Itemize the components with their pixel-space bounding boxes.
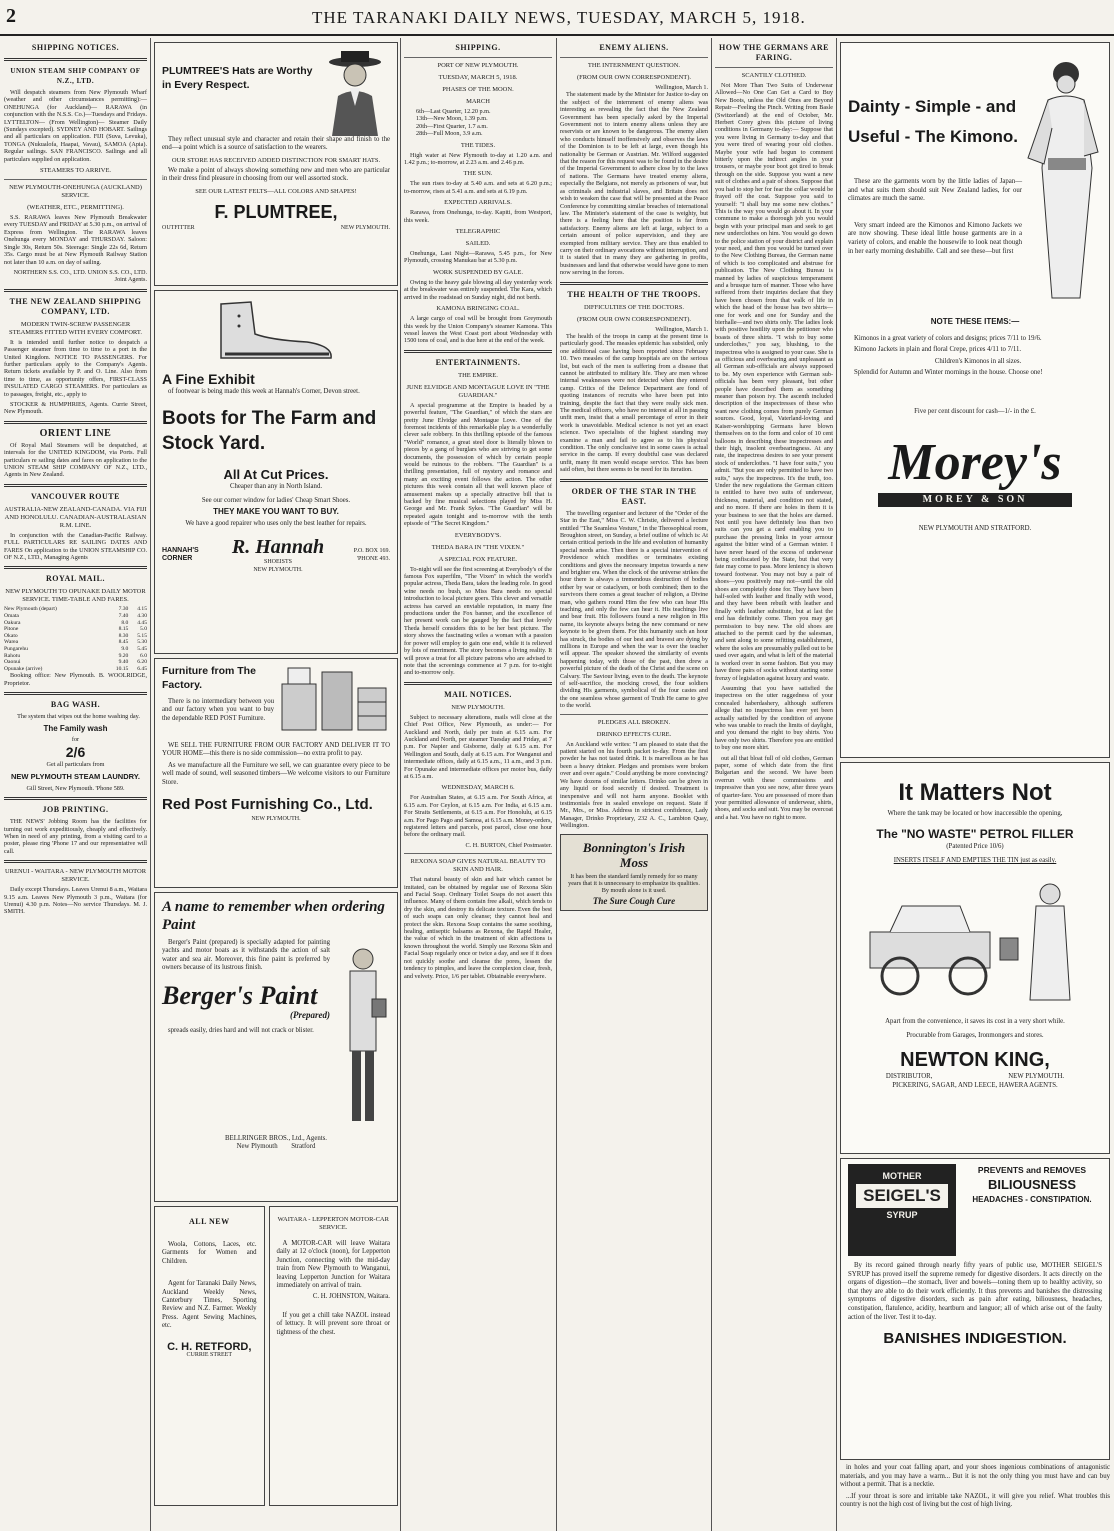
plumtree-note: OUR STORE HAS RECEIVED ADDED DISTINCTION FOR SMART HATS. [171, 156, 381, 164]
newton-apart: Apart from the convenience, it saves its cost in a very short while. [885, 1017, 1065, 1025]
timetable-time: 10.15 [115, 665, 129, 672]
plumtree-invite: We make a point of always showing something new and men who are particular in their dress find pleasure in choosing from our well assorted stock. [162, 166, 390, 183]
plumtree-styles: SEE OUR LATEST FELTS—ALL COLORS AND SHAPES! [195, 187, 357, 195]
shipping-title: SHIPPING. [455, 43, 501, 52]
onehunga-sub: (WEATHER, ETC., PERMITTING). [27, 204, 124, 212]
orient-title: ORIENT LINE [39, 427, 112, 439]
column-rule [711, 38, 712, 1531]
enemy-from: (FROM OUR OWN CORRESPONDENT). [576, 74, 692, 81]
retford-street: CURRIE STREET [186, 1352, 233, 1359]
divider [4, 860, 147, 863]
plumtree-headline: PLUMTREE'S Hats are Worthy in Every Respect. [162, 65, 313, 91]
empire-body: A special programme at the Empire is headed by a powerful feature, "The Guardian," of which the stars are pretty June Elvidge and Montague Love. One of the foremost incidents of this remarkable play is a wonderfully clever safe robbery. In this thrilling episode of the famous "World" romance, a great steel door is literally blown to pieces by a gang of burglars who are striving to get some documents, the possession of which by certain people would be ruinous to the robbers. "The Guardian" is a thrilling presentation, full of mystery and romance and many an exciting event follows the action. The other pictures this week contain all that well known place of amusement makes up a specially attractive bill that is backed by fine musical selections played by Miss H. George and Mr. Frank Sykes. "The Guardian" will be repeated again tonight and to-morrow with the tenth episode of "The Secret Kingdom." [404, 401, 552, 528]
timetable [4, 606, 147, 672]
divider [404, 57, 552, 58]
plumtree-firm: F. PLUMTREE, [214, 201, 338, 222]
onehunga-title: NEW PLYMOUTH-ONEHUNGA (AUCKLAND) SERVICE. [9, 184, 142, 200]
nz-shipping-title: THE NEW ZEALAND SHIPPING COMPANY, LTD. [9, 296, 142, 316]
newton-product: The "NO WASTE" PETROL FILLER [876, 826, 1074, 841]
bonnington-ad [560, 834, 708, 912]
bag-wash-family: The Family wash [43, 723, 108, 733]
advertising-column [154, 38, 398, 1528]
seigel-label-2: SEIGEL'S [856, 1184, 948, 1208]
arrivals-heading: EXPECTED ARRIVALS. [444, 199, 512, 207]
gale-body: Owing to the heavy gale blowing all day yesterday work at the breakwater was entirely suspended. The Kara, which arrived in the roadstead on Sunday night, did not berth. [404, 278, 552, 301]
morey-logo: Morey's [888, 433, 1062, 491]
hannah-promise: THEY MAKE YOU WANT TO BUY. [213, 507, 339, 517]
job-printing-title: JOB PRINTING. [42, 805, 109, 815]
onehunga-sign: NORTHERN S.S. CO., LTD. UNION S.S. CO., LTD. Joint Agents. [13, 268, 147, 284]
timetable-time: 4.45 [137, 619, 147, 626]
newton-town: NEW PLYMOUTH. [1008, 1072, 1065, 1080]
timetable-time: 4.30 [137, 613, 147, 620]
bonnington-logo: The Sure Cough Cure [592, 895, 676, 906]
timetable-time: 4.15 [137, 606, 147, 613]
red-post-sell: WE SELL THE FURNITURE FROM OUR FACTORY AND DELIVER IT TO YOUR HOME—this there is no side commission—no extra profit to pay. [162, 742, 390, 758]
timetable-stop: Okato [4, 632, 18, 639]
retford-title: ALL NEW [188, 1217, 230, 1226]
berger-headline: A name to remember when ordering Paint [162, 899, 385, 933]
furniture-illustration [278, 664, 390, 736]
hannah-box: P.O. BOX 169. 'PHONE 493. [353, 548, 390, 563]
berger-towns: New Plymouth Stratford [236, 1143, 316, 1151]
column-rule [836, 38, 837, 1531]
job-printing-body: THE NEWS' Jobbing Room has the facilities for turning out work expeditiously, cheaply and effectively. When in need of any printing, from a visiting card to a poster, please ring 'Phone 17 and our representative will call. [4, 818, 147, 855]
timetable-time: 8.0 [121, 619, 129, 626]
vancouver-body: In conjunction with the Canadian-Pacific Railway. FULL PARTICULARS RE SAILING DATES AND FARES On application to the UNION STEAMSHIP CO. OF N.Z., LTD., Managing Agents [4, 531, 147, 562]
sun-heading: THE SUN. [463, 170, 493, 178]
timetable-stop: Rahotu [4, 652, 21, 659]
newton-procurable: Procurable from Garages, Ironmongers and stores. [906, 1032, 1044, 1040]
kimono-item-1: Kimonos in a great variety of colors and designs; prices 7/11 to 19/6. [854, 334, 1042, 342]
bag-wash-firm: NEW PLYMOUTH STEAM LAUNDRY. [10, 771, 141, 781]
nazol-note: If you get a chill take NAZOL instead of lettucy. It will prevent sore throat or tightness of the chest. [276, 1311, 390, 1336]
newton-branches: PICKERING, SAGAR, AND LEECE, HAWERA AGENTS. [892, 1081, 1058, 1089]
timetable-stop: Opunake (arrive) [4, 665, 43, 672]
news-column [560, 38, 708, 1528]
red-post-manufacture: As we manufacture all the Furniture we sell, we can guarantee every piece to be well made of sound, well seasoned timbers—We welcome visitors to our Furniture Store. [162, 761, 390, 786]
pledges-heading: PLEDGES ALL BROKEN. [597, 718, 671, 726]
newton-title: It Matters Not [898, 779, 1052, 806]
hannah-shoes: See our corner window for ladies' Cheap Smart Shoes. [201, 496, 351, 504]
seigel-label-1: MOTHER [882, 1171, 922, 1181]
seigel-label-3: SYRUP [886, 1209, 918, 1220]
motor-car-illustration [850, 872, 1100, 1012]
plumtree-body: They reflect unusual style and character and retain their shape and finish to the end—a point which is a source of satisfaction to the wearers. [162, 136, 390, 152]
waitara-title: WAITARA - LEPPERTON MOTOR-CAR SERVICE. [277, 1216, 389, 1231]
urenui-body: Daily except Thursdays. Leaves Urenui 8 a.m., Waitara 9.15 a.m. Leaves New Plymouth 3 p.m., Waitara (for Urenui) 4.30 p.m. Notes—No service Thursdays. M. J. SMITH. [4, 886, 147, 916]
newton-king-ad [840, 762, 1110, 1154]
tides-heading: THE TIDES. [460, 141, 496, 149]
timetable-row [4, 620, 147, 627]
timetable-time: 5.45 [137, 646, 147, 652]
divider [4, 289, 147, 292]
hannah-body: of footwear is being made this week at Hannah's Corner, Devon street. [168, 388, 360, 395]
feature-bottom: out all that bloat full of old clothes, German paper, some of which date from the first Bulgarian and the second. We have been overrun with these commissions and impressive than you see now, after three years of quarter-fare. You are possessed of more than your permitted allowance of underwear, shirts, shoes, and socks and suit. You may be overcoat and a hat. You have no right to more. [715, 754, 833, 821]
hannah-corner: HANNAH'S CORNER [162, 547, 199, 563]
moon-phases-list [404, 108, 552, 138]
waitara-body: A MOTOR-CAR will leave Waitara daily at 12 o'clock (noon), for Lepperton Junction, connecting with the mid-day train from New Plymouth to Wanganui, leaving Lepperton Junction for Waitara immediately on arrival of train. [276, 1240, 390, 1290]
drinko-body: An Auckland wife writes: "I am pleased to state that the patient started on his fourth packet to-day. From the first powder he has not tasted drink. It is marvellous as he has been a heavy drinker. Pledges and promises were broken over and over again." Could anything be more convincing? We have dozens of similar letters. Drinko can be given in any liquid or food secretly if desired. Treatment is inexpensive and will not harm anyone. Booklet with testimonials free in sealed envelope on request. State if Mr., Mrs., or Miss. Address in strictest confidence, Lady Manager, Drinko Proprietary, 232 A. C., Lambton Quay, Wellington. [560, 740, 708, 830]
timetable-time: 6.20 [137, 659, 147, 666]
berger-logo: Berger's Paint [162, 980, 318, 1010]
timetable-stop: Pitone [4, 626, 19, 633]
timetable-stop: Omata [4, 613, 19, 620]
seigel-biliousness: BILIOUSNESS [987, 1177, 1077, 1192]
shipping-news-column [404, 38, 552, 1528]
empire-sub: JUNE ELVIDGE AND MONTAGUE LOVE IN "THE GUARDIAN." [406, 383, 550, 399]
newton-patent: (Patented Price 10/6) [946, 842, 1004, 850]
timetable-time: 6.45 [137, 665, 147, 672]
timetable-time: 8.30 [118, 632, 129, 639]
telegraphic-heading: TELEGRAPHIC [455, 228, 501, 236]
timetable-row [4, 639, 147, 646]
plumtree-town: NEW PLYMOUTH. [340, 224, 390, 231]
column-rule [150, 38, 151, 1531]
painter-illustration [336, 939, 390, 1129]
nz-shipping-sub: MODERN TWIN-SCREW PASSENGER STEAMERS FITTED WITH EVERY COMFORT. [9, 320, 142, 336]
newton-sub: Where the tank may be located or how inaccessible the opening, [887, 810, 1063, 817]
urenui-title: URENUI - WAITARA - NEW PLYMOUTH MOTOR SERVICE. [4, 868, 147, 884]
bonnington-tag: It has been the standard family remedy for so many years that it is unnecessary to emphasize its qualities. By mouth alone is it used. [568, 872, 700, 895]
morey-logo-sub: MOREY & SON [878, 493, 1072, 507]
timetable-stop: Pungarehu [4, 646, 28, 652]
vancouver-sub: AUSTRALIA-NEW ZEALAND-CANADA. VIA FIJI AND HONOLULU. CANADIAN-AUSTRALASIAN R.M. LINE. [4, 505, 147, 529]
timetable-time: 5.15 [137, 632, 147, 639]
kimono-note: NOTE THESE ITEMS:— [930, 317, 1020, 326]
kimono-item-4: Splendid for Autumn and Winter mornings in the house. Choose one! [854, 369, 1043, 377]
kimono-title-1: Dainty - Simple - and [848, 97, 1017, 116]
boot-illustration [211, 296, 341, 364]
divider [4, 797, 147, 800]
nz-shipping-body: It is intended until further notice to despatch a Passenger steamer from time to time to a port in the United Kingdom. NOTICE TO PASSENGERS. For further particulars apply to the Company's Agents. Return tickets available by P. and O. Line. Also from time to time, as opportunity offers, FIRST-CLASS INSULATED CARGO STEAMERS. For particulars as to passages, freight, etc., apply to [4, 338, 147, 398]
moon-phase: 20th—First Quarter, 1.7 a.m. [416, 122, 488, 130]
mail-wednesday: WEDNESDAY, MARCH 6. [441, 784, 515, 792]
union-footer: STEAMERS TO ARRIVE. [39, 167, 112, 175]
kimono-lady-illustration [1022, 48, 1102, 308]
moon-phase: 28th—Full Moon, 3.9 a.m. [416, 130, 483, 138]
union-body: Will despatch steamers from New Plymouth Wharf (weather and other circumstances permitting):— ONEHUNGA (for Auckland)— RARAWA (in conjunction with the N.S.S. Co.)—Tuesdays and Fridays. LYTTELTON— (From Wellington)— Steamer Daily (Sundays excepted). SYDNEY AND HOBART. Sailings and all particulars on application. FIJI (Suva, Levuka), TONGA (Nukualofa, Haapai, Vavau), SAMOA (Apia). Regular sailings. SAN FRANCISCO. Sailings and all particulars supplied on application. [4, 89, 147, 163]
red-post-town: NEW PLYMOUTH. [251, 816, 301, 823]
seigel-footer: BANISHES INDIGESTION. [883, 1330, 1067, 1348]
month-heading: MARCH [466, 98, 490, 105]
timetable-time: 5.0 [140, 626, 147, 633]
port-name: PORT OF NEW PLYMOUTH. [437, 62, 519, 69]
moon-phase: 13th—New Moon, 1.39 p.m. [416, 115, 488, 123]
kimono-item-2: Kimono Jackets in plain and floral Crepe, prices 4/11 to 7/11. [854, 346, 1022, 354]
berger-body: Berger's Paint (prepared) is specially adapted for painting yachts and motor boats as it withstands the action of salt water and sea air. Moreover, this fine paint is preferred by owners because of its lustrous finish. [162, 939, 330, 972]
divider [715, 67, 833, 68]
red-post-ad [154, 658, 398, 888]
orient-body: Of Royal Mail Steamers will be despatched, at intervals for the UNITED KINGDOM, via Ports. Full particulars re sailing dates and fares on application to the UNION STEAM SHIP COMPANY OF N.Z., LTD., Agents in New Zealand. [4, 441, 147, 479]
berger-prepared: (Prepared) [290, 1009, 330, 1020]
timetable-time: 6.0 [140, 652, 147, 659]
coal-heading: KAMONA BRINGING COAL. [436, 305, 520, 313]
timetable-row [4, 626, 147, 633]
divider [4, 58, 147, 61]
health-sub: DIFFICULTIES OF THE DOCTORS. [584, 303, 684, 311]
timetable-row [4, 659, 147, 666]
retford-ad [154, 1206, 265, 1506]
bag-wash-title: BAG WASH. [50, 700, 101, 710]
royal-mail-sub: NEW PLYMOUTH TO OPUNAKE DAILY MOTOR SERVICE. TIME-TABLE AND FARES. [5, 588, 146, 604]
hannah-logo: R. Hannah [231, 536, 325, 559]
seigel-syrup-ad [840, 1158, 1110, 1460]
timetable-time: 9.0 [121, 646, 129, 652]
seigel-body: By its record gained through nearly fifty years of public use, MOTHER SEIGEL'S SYRUP has proved itself the supreme remedy for digestive disorders. It acts directly on the organs of digestion—the stomach, liver and bowels—toning them up to healthy activity, so that they are able to do their work efficiently. It thus prevents and banishes the distressing symptoms of digestive disorders, such as pain after eating, biliousness, headaches, constipation, flatulence, acidity, heartburn and languor; all of which arise out of the faulty action of the liver. Test it to-day. [848, 1262, 1102, 1321]
feature-column [715, 38, 833, 1528]
hannah-ad [154, 290, 398, 654]
rexona-title: REXONA SOAP GIVES NATURAL BEAUTY TO SKIN AND HAIR. [410, 858, 546, 874]
kimono-body-2: Very smart indeed are the Kimonos and Kimono Jackets we are now showing. These ideal little house garments are in a variety of colors, and enable the housewife to look neat though in her early morning deshabille. Call and see these—but first [848, 221, 1022, 255]
column-rule [400, 38, 401, 1531]
page-number: 2 [6, 5, 16, 27]
vancouver-title: VANCOUVER ROUTE [31, 491, 120, 501]
divider [4, 566, 147, 569]
divider [404, 853, 552, 854]
section-heading: SHIPPING NOTICES. [31, 43, 120, 52]
gale-heading: WORK SUSPENDED BY GALE. [432, 268, 524, 276]
timetable-row [4, 613, 147, 620]
berger-spreads: spreads easily, dries hard and will not crack or blister. [168, 1027, 314, 1035]
plumtree-ad [154, 42, 398, 286]
plumtree-role: OUTFITTER [162, 224, 195, 231]
retford-firm: C. H. RETFORD, [167, 1340, 252, 1353]
drinko-heading: DRINKO EFFECTS CURE. [596, 730, 672, 738]
morey-kimono-ad [840, 42, 1110, 758]
arrivals-body: Rarawa, from Onehunga, to-day. Kapiti, from Westport, this week. [404, 209, 552, 224]
nz-shipping-sign: STOCKER & HUMPHRIES, Agents. Currie Street, New Plymouth. [4, 400, 147, 416]
hannah-cheaper: Cheaper than any in North Island. [229, 483, 323, 491]
divider [560, 479, 708, 482]
union-title: UNION STEAM SHIP COMPANY OF N.Z., LTD. [10, 67, 141, 85]
moon-heading: PHASES OF THE MOON. [442, 86, 514, 93]
display-ads-column [840, 38, 1110, 1528]
enemy-body: The statement made by the Minister for Justice to-day on the subject of the internment of enemy aliens was interesting as revealing the fact that the New Zealand Government has been specially asked by the Imperial Government not to intern enemy aliens unless they are reservists or are known to be dangerous. The enemy alien who conducts himself inoffensively and observes the laws of the Dominion is to be left at large, even though his nationality be German or Austrian. Mr. Wilford suggested that the reason for this request was to be found in the desire of the Imperial Government to adhere close by to the laws of nations. The Germans have treated enemy aliens, especially the Belgians, not merely as prisoners of war, but as criminals and industrial slaves, and Britain does not wish to weaken the case that will be presented at the Peace Conference by committing similar breaches of international law. The Minister's statement of the case is weighty, but there is a feeling here that the position is far from satisfactory. Enemy aliens are left at large, subject to a certain amount of police supervision, and they are exempted from military service. They are thus enabled to carry on their ordinary avocations without interruption, and it is stated that in many they are gathering in profits, businesses and land that otherwise would have gone to men now serving in the forces. [560, 91, 708, 277]
shipping-notices-column [4, 38, 147, 1528]
health-from: (FROM OUR OWN CORRESPONDENT). [576, 315, 692, 323]
man-with-hat-illustration [320, 48, 390, 136]
hannah-big-line: Boots for The Farm and Stock Yard. [162, 408, 377, 455]
seigel-prevents: PREVENTS and REMOVES [977, 1165, 1087, 1175]
divider [404, 350, 552, 353]
rexona-body: That natural beauty of skin and hair which cannot be imitated, can be obtained by regular use of Rexona Skin and Facial Soap. Ordinary Toilet Soaps do not assert this influence. Many of them contain free alkali, which tends to dry the skin, and destroy its delicate texture. Even the best of such soaps can only cleanse; they cannot heal and protect the skin. Rexona Soap contains the same soothing, healing, antiseptic balsams as Rexona, the Rapid Healer, the value of which in the treatment of skin affections is known throughout the world. Simply use Rexona Skin and Facial Soap regularly once or twice a day, and see if it does not quickly soothe and cleanse the pores, lessen the tendency to pimples, and leave the complexion clear, fresh, and velvety. Price, 1/6 per tablet. Obtainable everywhere. [404, 876, 552, 980]
onehunga-body: S.S. RARAWA leaves New Plymouth Breakwater every TUESDAY and FRIDAY at 5.30 p.m., on arrival of Express from Wellington. The RARAWA leaves Onehunga every MONDAY and THURSDAY. Saloon: Single 30s, Return 50s. Steerage: Single 22s 6d, Return 35s. Cargo must be at New Plymouth Railway Station not later than 10 a.m. on day of sailing. [4, 214, 147, 266]
timetable-stop: Warea [4, 639, 19, 646]
morey-towns: NEW PLYMOUTH AND STRATFORD. [918, 524, 1032, 532]
red-post-body: There is no intermediary between you and our factory when you want to buy the dependable RED POST Furniture. [162, 698, 274, 722]
order-body: The travelling organiser and lecturer of the "Order of the Star in the East," Miss C. W. Christie, delivered a lecture entitled "The Seamless Vesture," in the Theosophical room, Broughton street, on Sunday, a brief outline of which is: At certain critical periods in the life and evolution of humanity special needs arise. Then there is a special intervention of Providence which modifies or terminates existing conditions and gives the necessary impetus towards a new and brighter era. When the clock of the universe strikes the hour there is always a tremendous destruction of bodies either by war or cataclysm, or both combined; then to the survivors there comes a great teacher of religion, a Divine man, who gathers round Him the few who can hear His teaching, and only the few can hear it. His teachings live and bear fruit. His followers found a new religion in His name, its keynote always being the new command or new keynote to be given them. For this humanity such an hour has struck, the bodies of our best and bravest are dying by millions in Europe and when the war is over the teacher will appear. The speaker showed the similarity of events happening today, with those of the past, then drew a powerful picture of the death of the Christ and the scene on Calvary. The Saviour living, even to the death. The keynote of self-sacrifice, the mocking crowd, the four soldiers dividing His garments, symbolical of the four castes and the one seamless whose garment of Truth He came to give to the world. [560, 509, 708, 710]
timetable-stop: New Plymouth (depart) [4, 606, 57, 613]
newton-inserts: INSERTS ITSELF AND EMPTIES THE TIN just as easily. [893, 857, 1057, 865]
hannah-logo-sub: SHOEISTS [263, 559, 292, 566]
coal-body: A large cargo of coal will be brought from Greymouth this week by the Union Company's steamer Kamona. This vessel leaves the West Coast port about Wednesday with 1500 tons of coal, and is due here at the end of the week. [404, 315, 552, 345]
timetable-stop: Oakura [4, 619, 21, 626]
health-title: THE HEALTH OF THE TROOPS. [567, 289, 701, 299]
mail-sign: C. H. BURTON, Chief Postmaster. [465, 841, 552, 849]
timetable-row [4, 606, 147, 613]
newton-distributor: DISTRIBUTOR, [885, 1072, 933, 1080]
hannah-cut-prices: All At Cut Prices. [223, 467, 329, 483]
enemy-dateline: Wellington, March 1. [655, 84, 708, 91]
everybodys-body: To-night will see the first screening at Everybody's of the famous Fox superfilm, "The Vixen" in which the world's popular actress, Theda Bara, takes the leading role. In good wine needs no bush, so Miss Bara needs no special introduction to local picture goers. This clever and versatile actress has carved an enviable reputation, in many fine productions under the Fox banner, and the excellence of her present work can be gauged by the fact that lovely Theda herself considers this to be her best picture. The story shows the fascinating wiles a woman with a passion for power will employ to gain one end, while it is relieved by lots of merriment. The story becomes a living reality. It will prove a treat for all picture patrons who are advised to note that the screenings commence at 7 p.m. for to-night and to-morrow only. [404, 565, 552, 677]
col6-bottom-2: ...If your throat is sore and irritable take NAZOL, it will give you relief. What troubles this country is not the high cost of living but the cost of high living. [840, 1492, 1110, 1509]
berger-paint-ad [154, 892, 398, 1202]
timetable-time: 9.40 [118, 659, 129, 666]
mail-title: MAIL NOTICES. [444, 689, 512, 699]
sailed-body: Onehunga, Last Night—Rarawa, 5.45 p.m., for New Plymouth, crossing Manukau bar at 5.30 p.m. [404, 250, 552, 265]
bonnington-name: Bonnington's Irish Moss [582, 839, 686, 870]
seigel-label [848, 1164, 956, 1256]
feature-title: HOW THE GERMANS ARE FARING. [719, 43, 829, 62]
timetable-stop: Oaonui [4, 659, 21, 666]
red-post-firm: Red Post Furnishing Co., Ltd. [162, 796, 373, 814]
timetable-time: 7.40 [118, 613, 129, 620]
bottom-ads-row [154, 1206, 398, 1506]
enemy-sub: THE INTERNMENT QUESTION. [587, 62, 681, 69]
retford-agent: Agent for Taranaki Daily News, Auckland Weekly News, Canterbury Times, Sporting Review and N.Z. Farmer. Weekly Press. Agent Sewing Machines, etc. [162, 1280, 257, 1330]
divider [4, 484, 147, 487]
order-title: ORDER OF THE STAR IN THE EAST. [571, 486, 697, 506]
divider [4, 179, 147, 180]
timetable-row [4, 633, 147, 640]
health-body: The health of the troops in camp at the present time is particularly good. The measles epidemic has subsided, only one additional case having been reported since February 10. Two measles of the camp hospitals are on the serious list, but each of the men is suffering from a disease that cannot be attributed to military life. They are men whose internal weaknesses were not detected when they entered camp. Critics of the Defence Department are fond of quoting instances of recruits who have been put into training, despite the fact that they were really sick men. The medical officers, who have no interest at all in passing unfit men, insist that a small percentage of error in their work is unavoidable. Medical science is not yet an exact science. Two specialists of the highest standing may examine a man and fail to agree as to his physical condition. The only conclusive test in some cases is actual service in the camp. If every doubtful case was declared unfit, many fit men would escape service. This has been said often, but there seems to be need for its iteration. [560, 332, 708, 474]
bag-wash-price: 2/6 [65, 744, 86, 761]
fox-heading: A SPECIAL FOX FEATURE. [438, 555, 518, 563]
newspaper-title: THE TARANAKI DAILY NEWS, TUESDAY, MARCH 5, 1918. [312, 8, 806, 27]
bag-wash-body: The system that wipes out the home washing day. [17, 713, 140, 721]
timetable-time: 8.15 [118, 626, 129, 633]
divider [560, 282, 708, 285]
royal-mail-footer: Booking office: New Plymouth. B. WOOLRIDGE, Proprietor. [4, 672, 147, 687]
sun-body: The sun rises to-day at 5.40 a.m. and sets at 6.20 p.m.; to-morrow, rises at 5.41 a.m. and sets at 6.19 p.m. [404, 180, 552, 195]
waitara-sign: C. H. JOHNSTON, Waitara. [312, 1293, 390, 1301]
hannah-stock: We have a good repairer who uses only the best leather for repairs. [185, 519, 367, 527]
timetable-time: 8.45 [118, 639, 129, 646]
red-post-headline: Furniture from The Factory. [162, 665, 256, 691]
mail-np: NEW PLYMOUTH. [451, 703, 505, 711]
moon-phase: 6th—Last Quarter, 12.20 p.m. [416, 108, 491, 115]
royal-mail-title: ROYAL MAIL. [46, 574, 105, 584]
shipping-date: TUESDAY, MARCH 5, 1918. [438, 74, 518, 81]
divider [404, 682, 552, 685]
feature-sub: SCANTILY CLOTHED. [741, 72, 807, 79]
timetable-row [4, 646, 147, 653]
mail-body-2: For Australian States, at 6.15 a.m. For South Africa, at 6.15 a.m. For Ceylon, at 6.15 a.m. For India, at 6.15 a.m. For Straits Settlements, at 6.15 a.m. For Honolulu, at 6.15 a.m. For Pago Pago and Samoa, at 6.15 a.m. Money-orders, registered letters and parcels, post parcel, close one hour before the ordinary mail. [404, 794, 552, 839]
kimono-body: These are the garments worn by the little ladies of Japan—and what suits them should suit New Zealand ladies, for our climates are much the same. [848, 178, 1022, 203]
theda-heading: THEDA BARA IN "THE VIXEN." [431, 543, 525, 551]
timetable-time: 9.20 [118, 652, 129, 659]
timetable-time: 5.30 [137, 639, 147, 646]
divider [4, 692, 147, 695]
waitara-motor-ad [269, 1206, 398, 1506]
kimono-discount: Five per cent discount for cash—1/- in the £. [914, 407, 1036, 415]
kimono-item-3: Children's Kimonos in all sizes. [934, 357, 1022, 365]
divider [4, 421, 147, 424]
enemy-title: ENEMY ALIENS. [599, 43, 669, 52]
bag-wash-for: for [71, 736, 80, 743]
timetable-time: 7.30 [118, 606, 129, 613]
retford-items: Woola, Cottons, Laces, etc. Garments for Women and Children. [162, 1241, 257, 1265]
everybodys-heading: EVERYBODY'S. [454, 531, 502, 539]
masthead [0, 0, 1114, 36]
seigel-headaches: HEADACHES - CONSTIPATION. [972, 1195, 1092, 1204]
berger-agents: BELLRINGER BROS., Ltd., Agents. [225, 1135, 327, 1142]
divider [560, 57, 708, 58]
empire-heading: THE EMPIRE. [458, 371, 498, 379]
bag-wash-address: Gill Street, New Plymouth. 'Phone 589. [26, 784, 125, 792]
kimono-title-2: Useful - The Kimono. [848, 127, 1018, 146]
hannah-headline: A Fine Exhibit [162, 371, 255, 387]
mail-body: Subject to necessary alterations, mails will close at the Chief Post Office, New Plymouth, as under:— For Auckland and North, daily per train at 6.15 a.m. For Auckland and North, per steamer Tuesday and Friday, at 7 p.m. For Napier and Gisborne, daily at 6.15 a.m. For Wellington and South, daily at 6.15 a.m. For Wanganui and intermediate offices, daily at 6.15 a.m., 11 a.m., and 3 p.m. For Opunake and intermediate offices per motor bus, daily at 6.15 a.m. [404, 713, 552, 780]
column-rule [556, 38, 557, 1531]
health-dateline: Wellington, March 1. [655, 325, 708, 333]
bag-wash-more: Get all particulars from [46, 761, 105, 769]
feature-body: Not More Than Two Suits of Underwear Allowed—No One Can Get a Card to Buy New Boots, unless the Old Ones are Beyond Repair—Feeling the Pinch. Writing from Basle (Switzerland) at the end of October, Mr. Herbert Corey gives this picture of living conditions in Germany to-day:— Suppose that you were living in Germany to-day and that you were tired of wearing your old clothes. Maybe your wife had begun to comment bitterly upon the indirect angles in your trousers, or maybe your boot got tired to break through on the side. Suppose you want a new suit of clothes and a pair of shoes. Suppose that you had to stop her for fear the collar would be frayed off the coat. Suppose you said to yourself: "I shall buy me some new clothes." This is the way you would go about it. In your commune to make a thorough job you would begin with your principal man and seek to get new underclothes on him. You would go down to the police station of your district and explain your need, and then you would be turned over to the New Clothing Bureau, the German name of which is too complicated and abstruse for publication. The New Clothing Bureau is manned by ladies of suspicious temperament and a brusque turn of manner. Those who have suffered from their inquiries declare that they have been chosen from that walk of life in which the head of the house has two shirts—one for work and one for Sunday and the bierhalle—and two shirts only. The ladies look with positive hostility upon the petitioner who boasts of three shirts. "I wish to buy some underclothes," you say, blushing, to the inspectress who is assigned to your case. She is as officious and overbearing and unpleasant as all German sub-officials are always supposed to be. My own experience with German sub-officials has been very pleasant, but other people have described them as something meaner than poison ivy. The ascenth included description of the inspectresses of these who want new clothing comes from purely German sources. Good, loyal, Vaterland-loving and Kaiser-worshipping Germans have blown themselves on to the form and color of 10 cent balloons in describing these inspectresses and their high, insolent overbearingness. At any rate, the inspectress desires to see your present stock of underclothes. "I have four suits," you admit. "But you are only permitted to have two suits," says the inspectress. It's the truth, too. Under the new regulations the German citizen is entitled to have two suits of underwear, thickness, material, and condition not stated, and no more. If there are holes in them it is your business to see that the holes are darned. Not until you have definitely less than two suits can you get a card enabling you to purchase the pressing links in your armour against the bitter wind of a German winter. I have never heard of the excess of underwear being confiscated by the State, but that very fate may come to pass. More leniency is shown toward footwear. You may not buy a pair of shoes—you positively may not—until the old shoes are completely done for. They have been half-soled with leather and finally with wood, and they have been rebuilt with leather and finally with leather substitute, but at last the end has definitely come. Then you may get permission to buy new. The old shoes are attached to the permit card by the salesman, and sent along to some refitting establishment, where the soles are presumably pulled out to be used over again, and what is left of the material is worked over in some fashion. But you may have three pairs of socks without starting some frenzy of legislation against luxury and waste. [715, 82, 833, 682]
col6-bottom-1: in holes and your coat falling apart, and your shoes ingenious combinations of antagonistic materials, and you may have a warm... But it is not the only thing you must have and can buy without a permit. That is a necktie. [840, 1464, 1110, 1489]
tides-body: High water at New Plymouth to-day at 1.20 a.m. and 1.42 p.m.; to-morrow, at 2.23 a.m. and 2.46 p.m. [404, 151, 552, 167]
entertainments-title: ENTERTAINMENTS. [435, 357, 521, 367]
sailed-heading: SAILED. [465, 240, 491, 248]
timetable-row [4, 653, 147, 660]
feature-tail: Assuming that you have satisfied the inspectress on the utter raggedness of your concealed haberdashery, although sufferers allege that no inspectress has ever yet been actually satisfied by the condition of anyone who was unable to reach the limits of daylight, and you demand the right to buy shirts. You have only two shirts. Therefore you are entitled to buy one more shirt. [715, 684, 833, 752]
timetable-row [4, 666, 147, 673]
hannah-town: NEW PLYMOUTH. [253, 567, 303, 574]
divider [560, 714, 708, 715]
newton-firm: NEWTON KING, [900, 1048, 1050, 1071]
